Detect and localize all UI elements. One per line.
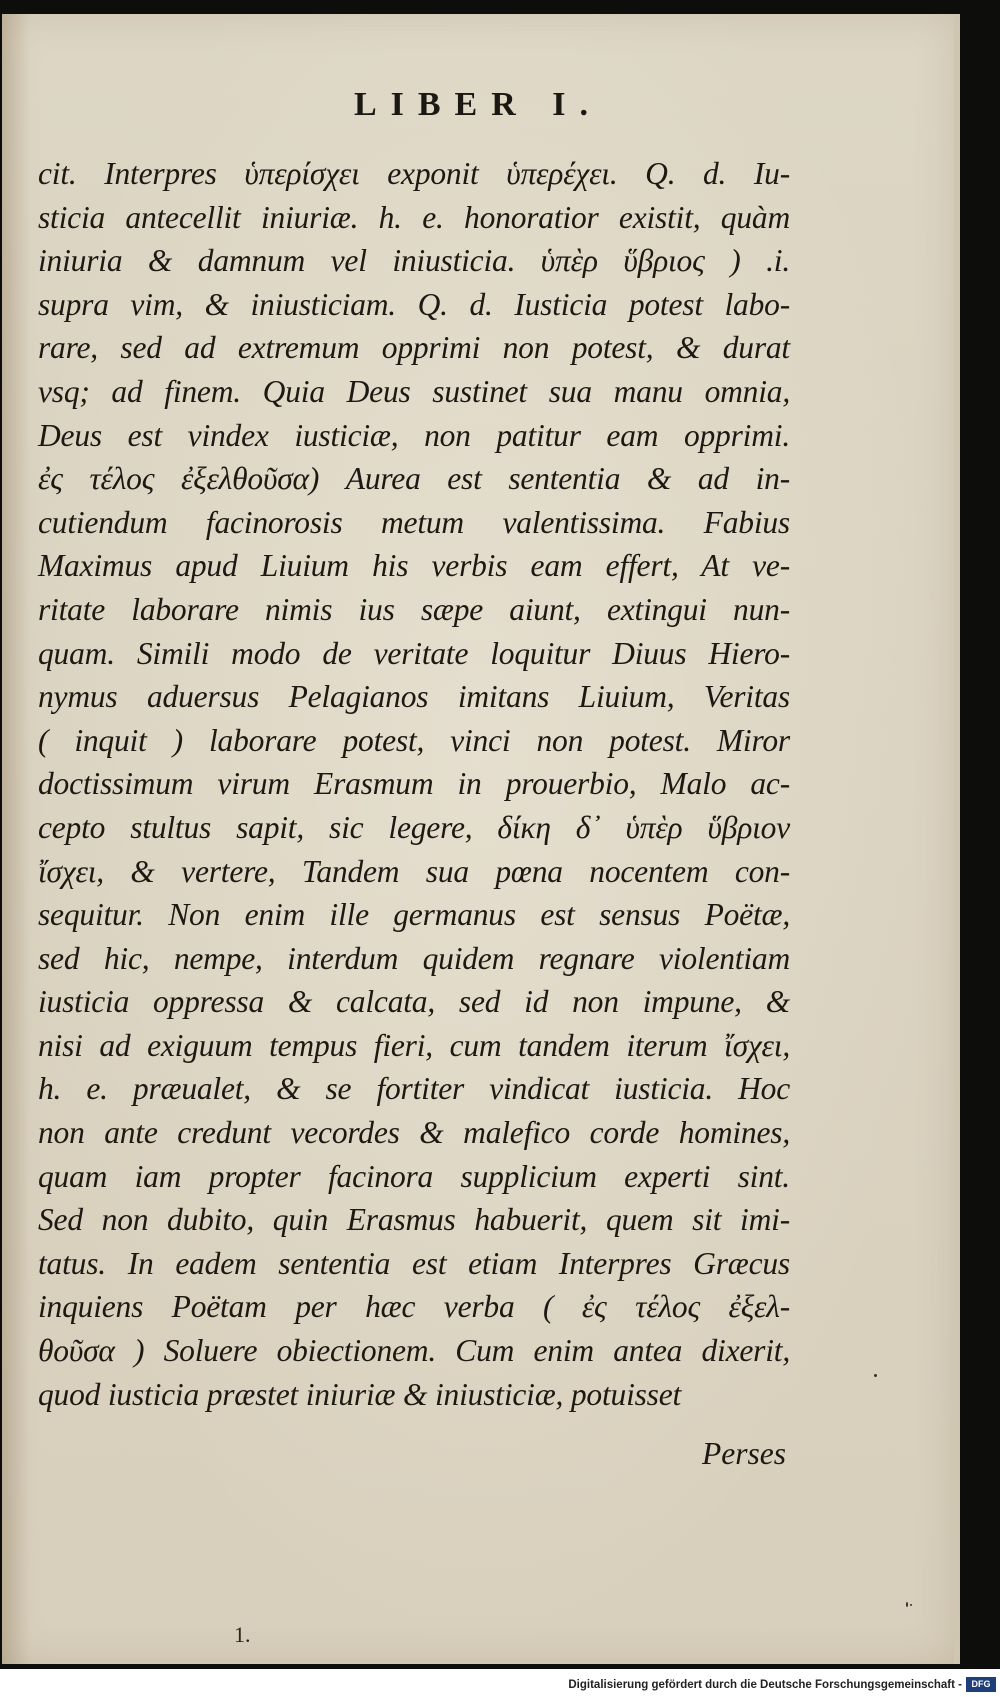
text-line: h. e. præualet, & se fortiter vindicat iusticia. Hoc <box>38 1071 790 1107</box>
text-line: non ante credunt vecordes & malefico corde homines, <box>38 1115 790 1151</box>
text-line: nisi ad exiguum tempus fieri, cum tandem iterum ἴσχει, <box>38 1027 790 1063</box>
paper-speck <box>874 1374 877 1377</box>
text-line: vsq; ad finem. Quia Deus sustinet sua manu omnia, <box>38 373 790 409</box>
text-line: Maximus apud Liuium his verbis eam effert, At ve- <box>38 548 790 584</box>
text-line: nymus aduersus Pelagianos imitans Liuium, Veritas <box>38 679 790 715</box>
text-line: ritate laborare nimis ius sæpe aiunt, extingui nun- <box>38 591 790 627</box>
paper-speck <box>906 1602 908 1607</box>
text-line: ἴσχει, & vertere, Tandem sua pœna nocentem con- <box>38 853 790 889</box>
text-line: iusticia oppressa & calcata, sed id non impune, & <box>38 984 790 1020</box>
catchword: Perses <box>702 1436 786 1471</box>
text-line: ἐς τέλος ἐξελθοῦσα) Aurea est sententia & ad in- <box>38 461 790 497</box>
text-line: tatus. In eadem sententia est etiam Interpres Græcus <box>38 1245 790 1281</box>
text-line: iniuria & damnum vel iniusticia. ὑπὲρ ὕβριος ) .i. <box>38 243 790 279</box>
text-block <box>38 152 790 1416</box>
text-line: rare, sed ad extremum opprimi non potest, & durat <box>38 330 790 366</box>
text-line: doctissimum virum Erasmum in prouerbio, Malo ac- <box>38 766 790 802</box>
text-line: quam iam propter facinora supplicium experti sint. <box>38 1158 790 1194</box>
text-line: Sed non dubito, quin Erasmus habuerit, quem sit imi- <box>38 1202 790 1238</box>
funding-credit: Digitalisierung gefördert durch die Deutsche Forschungsgemeinschaft - <box>568 1679 962 1691</box>
text-line: sed hic, nempe, interdum quidem regnare violentiam <box>38 940 790 976</box>
text-line: cit. Interpres ὑπερίσχει exponit ὑπερέχει. Q. d. Iu- <box>38 156 790 191</box>
text-line: quod iusticia præstet iniuriæ & iniusticiæ, potuisset <box>38 1376 682 1412</box>
signature-mark: 1. <box>234 1622 251 1647</box>
page-gutter-shadow <box>2 14 30 1664</box>
text-line: sticia antecellit iniuriæ. h. e. honoratior existit, quàm <box>38 199 790 235</box>
text-line: inquiens Poëtam per hæc verba ( ἐς τέλος ἐξελ- <box>38 1289 790 1325</box>
text-line: Deus est vindex iusticiæ, non patitur eam opprimi. <box>38 417 790 453</box>
text-line: θοῦσα ) Soluere obiectionem. Cum enim antea dixerit, <box>38 1333 790 1369</box>
running-head: LIBER I. <box>353 86 603 123</box>
text-line: sequitur. Non enim ille germanus est sensus Poëtæ, <box>38 897 790 933</box>
text-line: cutiendum facinorosis metum valentissima. Fabius <box>38 504 790 540</box>
paper-speck <box>910 1604 912 1606</box>
text-line: cepto stultus sapit, sic legere, δίκη δ᾽ ὑπὲρ ὕβριον <box>38 809 790 845</box>
footer-bar <box>0 1669 1000 1697</box>
text-line: supra vim, & iniusticiam. Q. d. Iusticia potest labo- <box>38 286 790 322</box>
text-line: quam. Simili modo de veritate loquitur Diuus Hiero- <box>38 635 790 671</box>
book-page <box>2 14 960 1664</box>
dfg-logo: DFG <box>966 1677 996 1692</box>
text-line: ( inquit ) laborare potest, vinci non potest. Miror <box>38 722 790 758</box>
